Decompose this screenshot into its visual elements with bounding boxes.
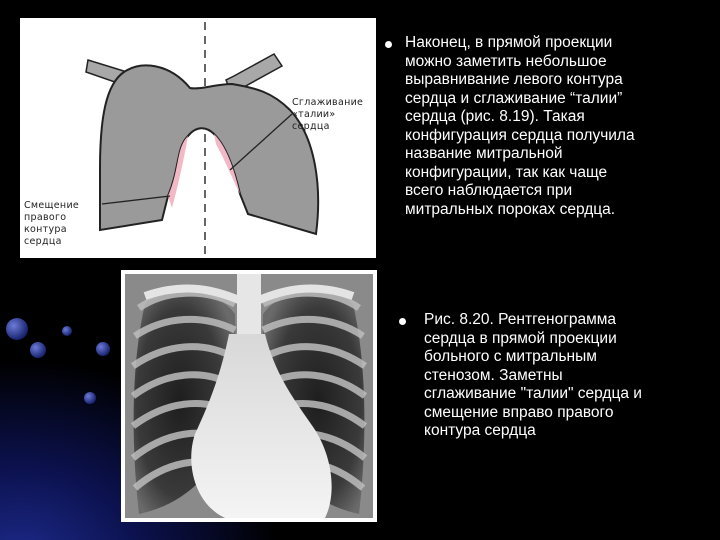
text-line: Рис. 8.20. Рентгенограмма — [424, 311, 617, 328]
text-line: Наконец, в прямой проекции — [405, 34, 613, 51]
text-line: название митральной — [405, 145, 563, 162]
text-line: сердца в прямой проекции — [424, 329, 617, 347]
text-line: стенозом. Заметны — [424, 366, 563, 384]
text-line: всего наблюдается при — [405, 182, 573, 199]
text-line: контура сердца — [424, 422, 536, 439]
text-line: больного с митральным — [424, 348, 597, 365]
label-shift: Смещение правого контура сердца — [24, 200, 80, 247]
figure-caption — [424, 311, 714, 441]
text-line: конфигурация сердца получила — [405, 126, 635, 144]
text-line: сердца и сглаживание “талии” — [405, 89, 623, 107]
decorative-dot — [62, 326, 72, 336]
text-line: сердца (рис. 8.19). Такая — [405, 108, 585, 125]
paragraph-mitral-configuration — [405, 34, 710, 219]
text-line: можно заметить небольшое — [405, 52, 607, 70]
bullet-marker — [399, 318, 406, 325]
decorative-dot — [96, 342, 110, 356]
bullet-marker — [385, 41, 392, 48]
text-line: конфигурации, так как чаще — [405, 163, 608, 181]
xray-picture — [125, 274, 373, 518]
decorative-dot — [6, 318, 28, 340]
decorative-dot — [84, 392, 96, 404]
text-line: митральных пороках сердца. — [405, 200, 616, 218]
label-waist: Сглаживание «талии» сердца — [292, 97, 364, 132]
text-line: выравнивание левого контура — [405, 71, 623, 88]
decorative-dot — [30, 342, 46, 358]
text-line: смещение вправо правого — [424, 403, 614, 421]
xray-image — [121, 270, 377, 522]
heart-diagram — [20, 18, 376, 258]
text-line: сглаживание "талии" сердца и — [424, 385, 642, 402]
